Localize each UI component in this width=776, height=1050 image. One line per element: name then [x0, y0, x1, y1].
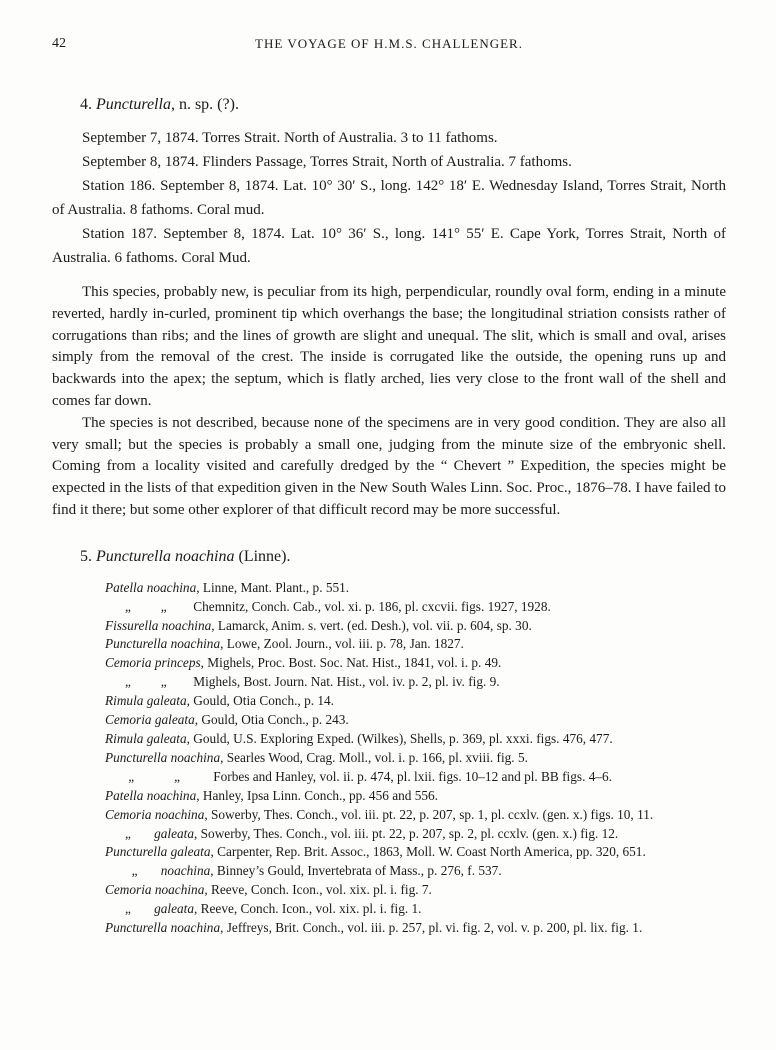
synonymy-entry	[105, 654, 726, 673]
species-number: 5.	[80, 547, 92, 565]
page-header	[52, 36, 726, 54]
station-records	[52, 126, 726, 270]
citation-text: , Searles Wood, Crag. Moll., vol. i. p. 166, pl. xviii. fig. 5.	[220, 749, 528, 765]
ditto-marks: „	[105, 863, 161, 879]
synonymy-entry	[105, 635, 726, 654]
taxon-name: Fissurella noachina	[105, 617, 212, 633]
citation-text: , Hanley, Ipsa Linn. Conch., pp. 456 and 556.	[196, 787, 438, 803]
citation-text: , Linne, Mant. Plant., p. 551.	[196, 579, 350, 595]
species-heading-5	[80, 548, 726, 566]
citation-text: , Gould, Otia Conch., p. 243.	[194, 712, 349, 728]
taxon-name: Rimula galeata	[105, 731, 187, 747]
taxon-name: Cemoria noachina	[105, 806, 205, 822]
synonymy-entry	[105, 919, 726, 938]
synonymy-entry	[105, 711, 726, 730]
taxon-name: Puncturella galeata	[105, 844, 211, 860]
species-number: 4.	[80, 96, 92, 113]
synonymy-entry	[105, 598, 726, 617]
citation-text: , Lamarck, Anim. s. vert. (ed. Desh.), vol. vii. p. 604, sp. 30.	[211, 617, 532, 633]
station-record: September 7, 1874. Torres Strait. North of Australia. 3 to 11 fathoms.	[82, 130, 498, 146]
citation-text: , Jeffreys, Brit. Conch., vol. iii. p. 257, pl. vi. fig. 2, vol. v. p. 200, pl. lix. fig. 1.	[220, 920, 643, 936]
citation-text: , Sowerby, Thes. Conch., vol. iii. pt. 22, p. 207, sp. 2, pl. ccxlv. (gen. x.) fig. 12.	[194, 825, 619, 841]
synonymy-entry	[105, 806, 726, 825]
ditto-marks: „ „	[105, 674, 194, 690]
station-record: September 8, 1874. Flinders Passage, Torres Strait, North of Australia. 7 fathoms.	[82, 154, 572, 170]
species-description	[52, 282, 726, 522]
citation-text: Forbes and Hanley, vol. ii. p. 474, pl. lxii. figs. 10–12 and pl. BB figs. 4–6.	[213, 768, 612, 784]
page-number: 42	[52, 36, 66, 51]
species-heading-suffix: (Linne).	[234, 547, 291, 565]
ditto-marks: „ „	[105, 768, 214, 784]
synonymy-entry	[105, 825, 726, 844]
synonymy-entry	[105, 862, 726, 881]
species-heading-suffix: , n. sp. (?).	[170, 96, 239, 113]
description-paragraph: The species is not described, because none of the specimens are in very good condition. They are also all very small; but the species is probably a small one, judging from the minute size of the embryonic shell. Coming from a locality visited and carefully dredged by the “ Chevert ” Expedition, the species might be expected in the lists of that expedition given in the New South Wales Linn. Soc. Proc., 1876–78. I have failed to find it there; but some other explorer of that difficult record may be more successful.	[52, 414, 726, 518]
species-heading-4	[80, 96, 726, 114]
running-title: THE VOYAGE OF H.M.S. CHALLENGER.	[255, 36, 523, 51]
taxon-name: Puncturella noachina	[105, 636, 221, 652]
taxon-name: Patella noachina	[105, 579, 197, 595]
citation-text: , Reeve, Conch. Icon., vol. xix. pl. i. fig. 7.	[204, 882, 432, 898]
citation-text: , Gould, U.S. Exploring Exped. (Wilkes), Shells, p. 369, pl. xxxi. figs. 476, 477.	[186, 731, 613, 747]
species-name: Puncturella noachina	[96, 547, 235, 565]
synonymy-list	[105, 579, 726, 938]
taxon-name: Cemoria galeata	[105, 712, 195, 728]
citation-text: , Mighels, Proc. Bost. Soc. Nat. Hist., 1841, vol. i. p. 49.	[200, 655, 502, 671]
citation-text: , Gould, Otia Conch., p. 14.	[186, 693, 334, 709]
synonymy-entry	[105, 692, 726, 711]
ditto-marks: „	[105, 901, 155, 917]
synonymy-entry	[105, 579, 726, 598]
citation-text: , Sowerby, Thes. Conch., vol. iii. pt. 22, p. 207, sp. 1, pl. ccxlv. (gen. x.) figs. 10, 11.	[204, 806, 654, 822]
citation-text: Chemnitz, Conch. Cab., vol. xi. p. 186, pl. cxcvii. figs. 1927, 1928.	[193, 598, 551, 614]
citation-text: , Binney’s Gould, Invertebrata of Mass., p. 276, f. 537.	[210, 863, 502, 879]
taxon-name: galeata	[154, 825, 195, 841]
citation-text: , Lowe, Zool. Journ., vol. iii. p. 78, Jan. 1827.	[220, 636, 464, 652]
citation-text: , Carpenter, Rep. Brit. Assoc., 1863, Moll. W. Coast North America, pp. 320, 651.	[210, 844, 646, 860]
ditto-marks: „ „	[105, 598, 194, 614]
taxon-name: Rimula galeata	[105, 693, 187, 709]
citation-text: Mighels, Bost. Journ. Nat. Hist., vol. iv. p. 2, pl. iv. fig. 9.	[193, 674, 500, 690]
synonymy-entry	[105, 881, 726, 900]
taxon-name: Cemoria princeps	[105, 655, 201, 671]
taxon-name: noachina	[160, 863, 211, 879]
synonymy-entry	[105, 843, 726, 862]
section-puncturella-noachina	[52, 548, 726, 938]
section-puncturella-n-sp	[52, 96, 726, 522]
citation-text: , Reeve, Conch. Icon., vol. xix. pl. i. fig. 1.	[194, 901, 422, 917]
synonymy-entry	[105, 617, 726, 636]
synonymy-entry	[105, 768, 726, 787]
station-record: Station 187. September 8, 1874. Lat. 10° 36′ S., long. 141° 55′ E. Cape York, Torres Strait, North of Australia. 6 fathoms. Coral Mud.	[52, 226, 726, 266]
species-name: Puncturella	[96, 96, 171, 113]
synonymy-entry	[105, 900, 726, 919]
taxon-name: Patella noachina	[105, 787, 197, 803]
synonymy-entry	[105, 730, 726, 749]
description-paragraph: This species, probably new, is peculiar from its high, perpendicular, roundly oval form, ending in a minute reverted, hardly in-curled, prominent tip which overhangs the base; the longitudinal striation consists rather of corrugations than ribs; and the lines of growth are slight and unequal. The slit, which is small and oval, arises simply from the removal of the crest. The inside is corrugated like the outside, the opening runs up and backwards into the apex; the septum, which is flatly arched, lies very close to the front wall of the shell and comes far down.	[52, 284, 726, 409]
synonymy-entry	[105, 749, 726, 768]
synonymy-entry	[105, 673, 726, 692]
ditto-marks: „	[105, 825, 155, 841]
station-record: Station 186. September 8, 1874. Lat. 10° 30′ S., long. 142° 18′ E. Wednesday Island, Torres Strait, North of Australia. 8 fathoms. Coral mud.	[52, 178, 726, 218]
synonymy-entry	[105, 787, 726, 806]
taxon-name: galeata	[154, 901, 195, 917]
taxon-name: Puncturella noachina	[105, 749, 221, 765]
taxon-name: Puncturella noachina	[105, 920, 221, 936]
taxon-name: Cemoria noachina	[105, 882, 205, 898]
